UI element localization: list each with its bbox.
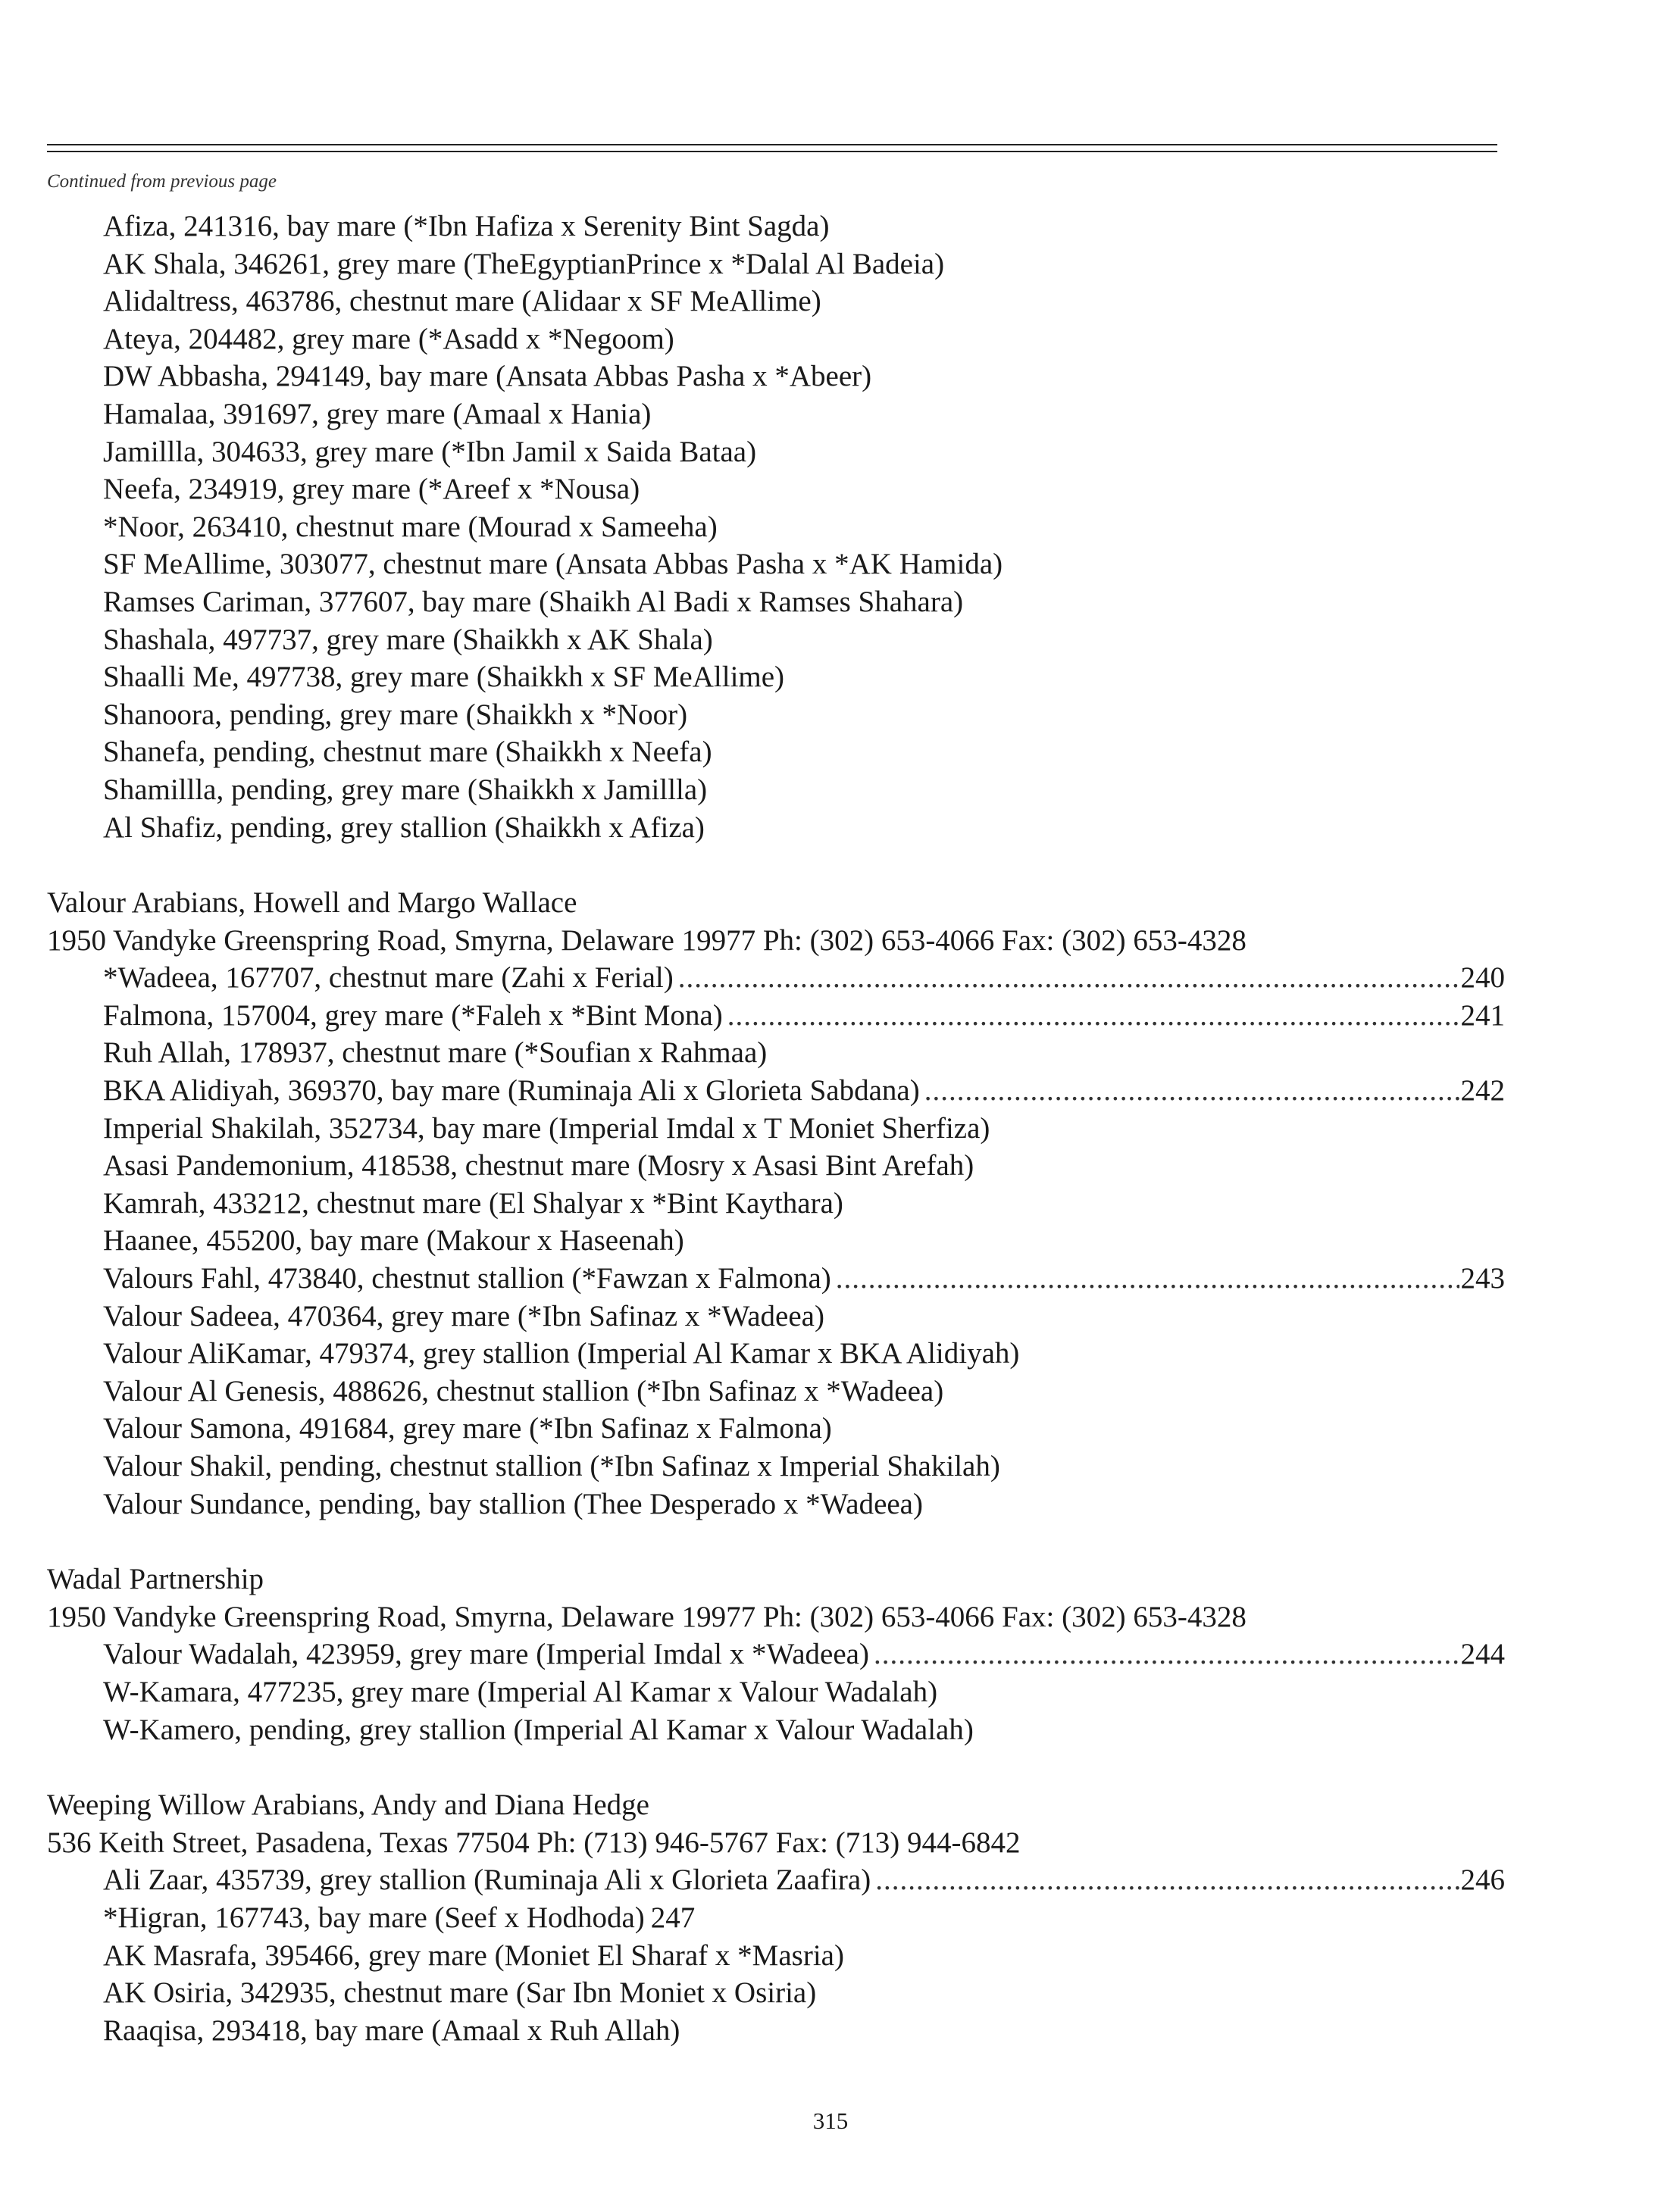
- horse-entry-text: W-Kamero, pending, grey stallion (Imperial Al Kamar x Valour Wadalah): [103, 1713, 974, 1746]
- horse-entry: [47, 470, 1505, 508]
- horse-entry: [47, 1673, 1505, 1711]
- horse-entry-text: *Higran, 167743, bay mare (Seef x Hodhoda): [103, 1901, 645, 1934]
- horse-entry-text: Hamalaa, 391697, grey mare (Amaal x Hania): [103, 397, 652, 430]
- page-reference: 243: [1460, 1262, 1505, 1295]
- horse-entry-text: *Noor, 263410, chestnut mare (Mourad x Sameeha): [103, 510, 718, 543]
- horse-entry-text: Falmona, 157004, grey mare (*Faleh x *Bint Mona): [103, 998, 723, 1032]
- horse-entry: [47, 2012, 1505, 2050]
- horse-entry: [47, 508, 1505, 546]
- horse-entry-text: Valour Samona, 491684, grey mare (*Ibn Safinaz x Falmona): [103, 1412, 832, 1445]
- horse-entry: [47, 621, 1505, 659]
- horse-entry-text: Valour Sadeea, 470364, grey mare (*Ibn Safinaz x *Wadeea): [103, 1299, 824, 1333]
- horse-entry: [47, 1185, 1505, 1223]
- horse-entry: [47, 583, 1505, 621]
- page-reference: 240: [1460, 961, 1505, 995]
- horse-entry: [47, 658, 1505, 696]
- horse-entry: [47, 433, 1505, 471]
- horse-entry-text: Kamrah, 433212, chestnut mare (El Shalyar x *Bint Kaythara): [103, 1186, 843, 1220]
- header-rule-bottom: [47, 151, 1497, 152]
- horse-entry: [47, 809, 1505, 847]
- horse-entry: [47, 208, 1505, 245]
- horse-entry-text: Ruh Allah, 178937, chestnut mare (*Soufian x Rahmaa): [103, 1036, 768, 1070]
- horse-entry-text: Neefa, 234919, grey mare (*Areef x *Nousa): [103, 473, 640, 506]
- horse-entry: [47, 733, 1505, 771]
- dot-leader: [836, 1260, 1459, 1298]
- page-reference: 242: [1460, 1074, 1505, 1108]
- horse-entry-text: Haanee, 455200, bay mare (Makour x Haseenah): [103, 1224, 684, 1258]
- horse-entry: [47, 1034, 1505, 1072]
- horse-entry: [47, 1373, 1505, 1411]
- horse-entry: [47, 320, 1505, 358]
- owner-name: Wadal Partnership: [47, 1563, 264, 1596]
- section-gap: [47, 846, 1505, 884]
- horse-entry: [47, 1298, 1505, 1336]
- dot-leader: [875, 1861, 1459, 1899]
- horse-entry: [47, 1974, 1505, 2012]
- horse-entry: [47, 395, 1505, 433]
- owner-name: Valour Arabians, Howell and Margo Wallace: [47, 886, 577, 920]
- dot-leader: [727, 997, 1459, 1035]
- horse-entry-text: Shashala, 497737, grey mare (Shaikkh x AK Shala): [103, 623, 713, 656]
- page-reference: 244: [1460, 1638, 1505, 1671]
- horse-entry: [47, 1335, 1505, 1373]
- horse-entry: [47, 1410, 1505, 1448]
- dot-leader: [874, 1636, 1459, 1673]
- horse-entry-text: SF MeAllime, 303077, chestnut mare (Ansata Abbas Pasha x *AK Hamida): [103, 548, 1003, 581]
- horse-entry: [47, 1260, 1505, 1298]
- horse-entry-text: BKA Alidiyah, 369370, bay mare (Ruminaja Ali x Glorieta Sabdana): [103, 1074, 920, 1108]
- page-number: 315: [812, 2107, 849, 2134]
- horse-entry: [47, 358, 1505, 395]
- horse-entry-text: Shanefa, pending, chestnut mare (Shaikkh x Neefa): [103, 736, 712, 769]
- horse-entry: [47, 283, 1505, 320]
- horse-entry-text: Valour Wadalah, 423959, grey mare (Imperial Imdal x *Wadeea): [103, 1638, 869, 1671]
- directory-content: [47, 208, 1505, 2049]
- horse-entry-text: Ali Zaar, 435739, grey stallion (Ruminaja Ali x Glorieta Zaafira): [103, 1864, 871, 1897]
- horse-entry-text: AK Masrafa, 395466, grey mare (Moniet El Sharaf x *Masria): [103, 1939, 844, 1972]
- horse-entry: [47, 997, 1505, 1035]
- horse-entry-text: Ramses Cariman, 377607, bay mare (Shaikh Al Badi x Ramses Shahara): [103, 585, 964, 618]
- header-rule-top: [47, 144, 1497, 145]
- owner-address: 1950 Vandyke Greenspring Road, Smyrna, Delaware 19977 Ph: (302) 653-4066 Fax: (302) 653-4328: [47, 1600, 1247, 1633]
- horse-entry-text: AK Shala, 346261, grey mare (TheEgyptianPrince x *Dalal Al Badeia): [103, 247, 945, 280]
- horse-entry: [47, 1711, 1505, 1749]
- horse-entry: [47, 1448, 1505, 1486]
- page-reference: 241: [1460, 998, 1505, 1032]
- horse-entry-text: Valours Fahl, 473840, chestnut stallion (*Fawzan x Falmona): [103, 1262, 831, 1295]
- horse-entry: [47, 771, 1505, 809]
- horse-entry-text: *Wadeea, 167707, chestnut mare (Zahi x Ferial): [103, 961, 674, 995]
- horse-entry-text: Shanoora, pending, grey mare (Shaikkh x *Noor): [103, 698, 688, 731]
- horse-entry-text: DW Abbasha, 294149, bay mare (Ansata Abbas Pasha x *Abeer): [103, 360, 872, 393]
- horse-entry-text: Al Shafiz, pending, grey stallion (Shaikkh x Afiza): [103, 811, 705, 844]
- continued-note: Continued from previous page: [47, 171, 277, 192]
- horse-entry: [47, 1147, 1505, 1185]
- horse-entry-text: Ateya, 204482, grey mare (*Asadd x *Negoom): [103, 322, 674, 355]
- horse-entry: [47, 545, 1505, 583]
- horse-entry-text: Valour Shakil, pending, chestnut stallion (*Ibn Safinaz x Imperial Shakilah): [103, 1450, 1000, 1482]
- horse-entry: [47, 1937, 1505, 1975]
- horse-entry-text: Valour Sundance, pending, bay stallion (Thee Desperado x *Wadeea): [103, 1487, 923, 1520]
- page-reference: 246: [1460, 1864, 1505, 1897]
- horse-entry-text: Valour Al Genesis, 488626, chestnut stallion (*Ibn Safinaz x *Wadeea): [103, 1374, 944, 1407]
- horse-entry: [47, 1636, 1505, 1673]
- horse-entry-text: Shamillla, pending, grey mare (Shaikkh x Jamillla): [103, 773, 708, 806]
- owner-address: 1950 Vandyke Greenspring Road, Smyrna, Delaware 19977 Ph: (302) 653-4066 Fax: (302) 653-4328: [47, 923, 1247, 957]
- horse-entry-text: Raaqisa, 293418, bay mare (Amaal x Ruh Allah): [103, 2014, 680, 2047]
- owner-name: Weeping Willow Arabians, Andy and Diana Hedge: [47, 1789, 649, 1822]
- horse-entry: [47, 959, 1505, 997]
- horse-entry-text: Shaalli Me, 497738, grey mare (Shaikkh x SF MeAllime): [103, 661, 785, 694]
- horse-entry: [47, 245, 1505, 283]
- horse-entry-text: Valour AliKamar, 479374, grey stallion (Imperial Al Kamar x BKA Alidiyah): [103, 1337, 1020, 1370]
- horse-entry: [47, 1861, 1505, 1899]
- section-gap: [47, 1523, 1505, 1561]
- dot-leader: [924, 1072, 1459, 1110]
- horse-entry-text: Jamillla, 304633, grey mare (*Ibn Jamil x Saida Bataa): [103, 435, 757, 468]
- horse-entry: [47, 1899, 1505, 1937]
- horse-entry: [47, 1486, 1505, 1523]
- horse-entry: [47, 1110, 1505, 1148]
- horse-entry: [47, 1072, 1505, 1110]
- horse-entry-text: Imperial Shakilah, 352734, bay mare (Imperial Imdal x T Moniet Sherfiza): [103, 1111, 990, 1145]
- page-reference: 247: [650, 1901, 696, 1934]
- dot-leader: [678, 959, 1459, 997]
- horse-entry-text: AK Osiria, 342935, chestnut mare (Sar Ibn Moniet x Osiria): [103, 1976, 817, 2010]
- horse-entry-text: Asasi Pandemonium, 418538, chestnut mare (Mosry x Asasi Bint Arefah): [103, 1149, 974, 1183]
- horse-entry-text: Afiza, 241316, bay mare (*Ibn Hafiza x Serenity Bint Sagda): [103, 210, 830, 242]
- horse-entry: [47, 1222, 1505, 1260]
- horse-entry-text: Alidaltress, 463786, chestnut mare (Alidaar x SF MeAllime): [103, 285, 821, 318]
- horse-entry: [47, 696, 1505, 734]
- section-gap: [47, 1748, 1505, 1786]
- horse-entry-text: W-Kamara, 477235, grey mare (Imperial Al Kamar x Valour Wadalah): [103, 1675, 938, 1708]
- owner-address: 536 Keith Street, Pasadena, Texas 77504 Ph: (713) 946-5767 Fax: (713) 944-6842: [47, 1826, 1021, 1859]
